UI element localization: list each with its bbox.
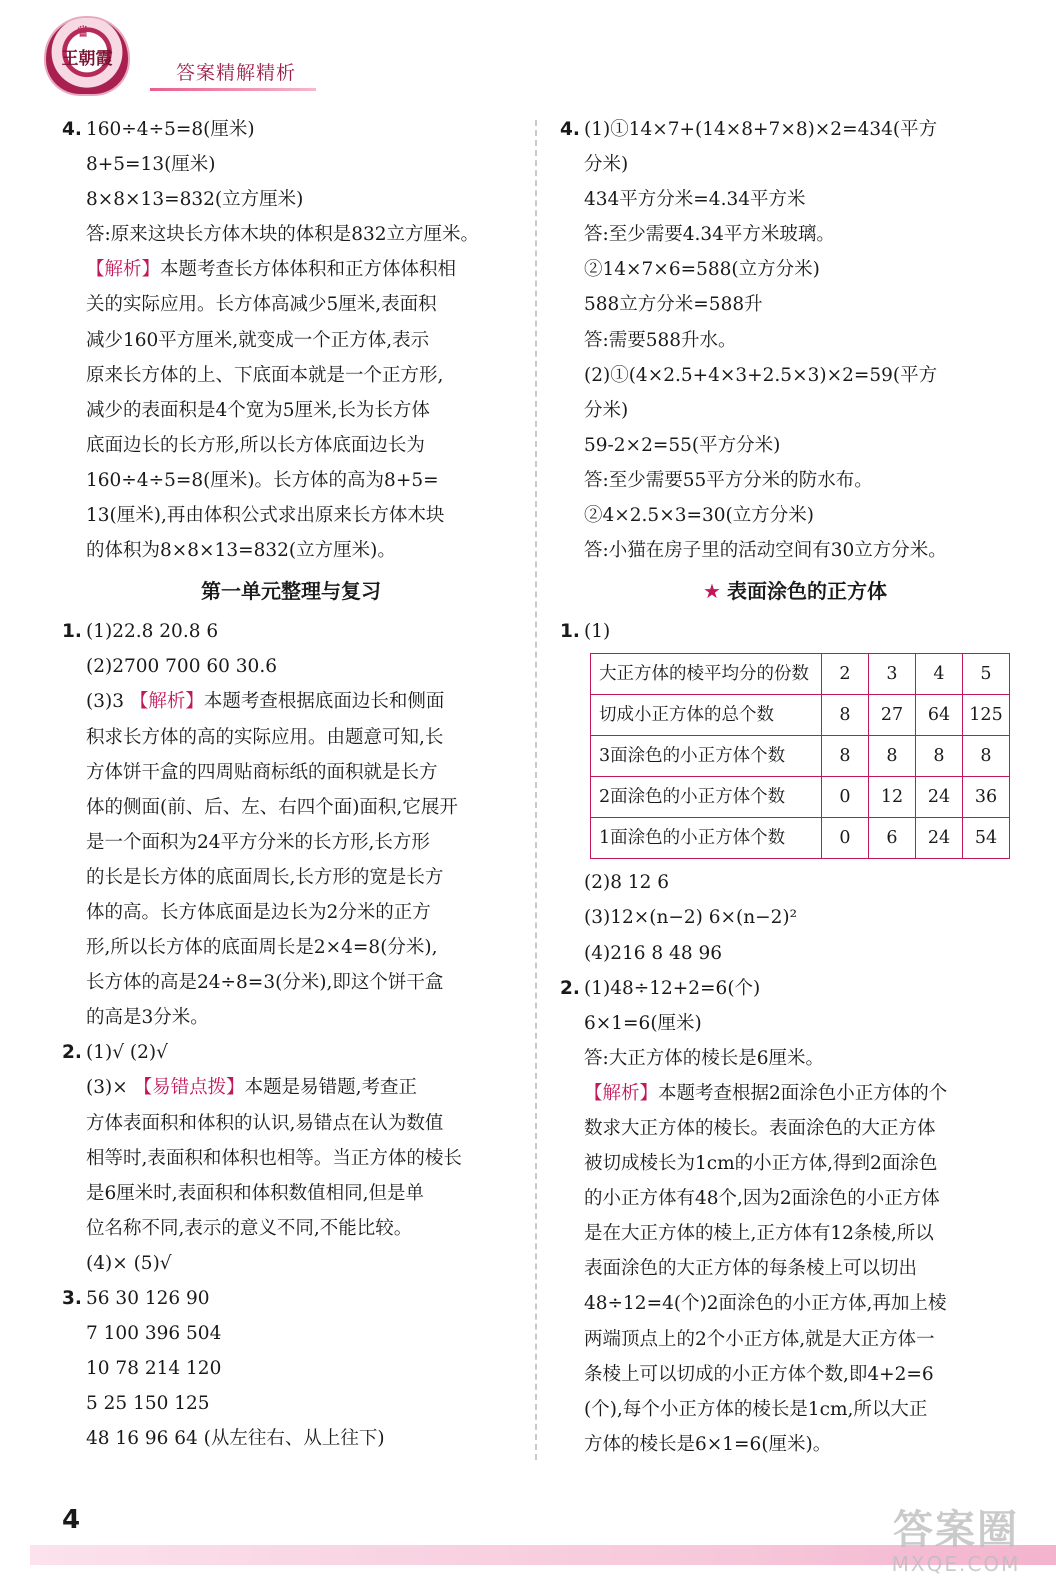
right-column <box>560 112 1030 1462</box>
answer-line: (3)3 <box>86 691 130 713</box>
answer-line: (4)× (5)√ <box>86 1252 172 1274</box>
table-row <box>591 777 1010 818</box>
answer-line: (3)× <box>86 1077 134 1099</box>
answer-line: 答:大正方体的棱长是6厘米。 <box>584 1047 825 1069</box>
analysis-line: 本题考查长方体体积和正方体体积相 <box>160 259 457 281</box>
analysis-line: 13(厘米),再由体积公式求出原来长方体木块 <box>86 505 445 527</box>
answer-line: 答:需要588升水。 <box>584 329 737 351</box>
analysis-line: 形,所以长方体的底面周长是2×4=8(分米), <box>86 937 438 959</box>
answer-line: (4)216 8 48 96 <box>584 942 723 964</box>
analysis-line: 的体积为8×8×13=832(立方厘米)。 <box>86 540 396 562</box>
analysis-line: 两端顶点上的2个小正方体,就是大正方体一 <box>584 1328 935 1350</box>
analysis-line: 数求大正方体的棱长。表面涂色的大正方体 <box>584 1117 936 1139</box>
table-row <box>591 736 1010 777</box>
table-cell: 27 <box>869 695 916 736</box>
table-cell: 8 <box>916 736 963 777</box>
answer-line: 分米) <box>584 399 629 421</box>
table-row <box>591 818 1010 859</box>
question-number: 1. <box>62 621 82 643</box>
answer-line: (1)√ (2)√ <box>86 1042 168 1064</box>
answer-line: 答:小猫在房子里的活动空间有30立方分米。 <box>584 540 947 562</box>
analysis-line: 关的实际应用。长方体高减少5厘米,表面积 <box>86 294 437 316</box>
answer-line: 8×8×13=832(立方厘米) <box>86 189 304 211</box>
analysis-line: 是一个面积为24平方分米的长方形,长方形 <box>86 831 430 853</box>
analysis-line: 本题考查根据2面涂色小正方体的个 <box>658 1082 948 1104</box>
question-number: 4. <box>560 119 580 140</box>
logo-text: 王朝霞 <box>61 49 113 69</box>
answer-line: 6×1=6(厘米) <box>584 1012 702 1034</box>
answer-line: 答:原来这块长方体木块的体积是832立方厘米。 <box>86 224 480 246</box>
analysis-line: 的小正方体有48个,因为2面涂色的小正方体 <box>584 1188 940 1210</box>
review-question-2 <box>62 1035 520 1281</box>
page-header <box>0 0 1056 110</box>
answer-line: 588立方分米=588升 <box>584 294 763 316</box>
answer-line: ②14×7×6=588(立方分米) <box>584 259 820 281</box>
table-cell: 12 <box>869 777 916 818</box>
left-column <box>62 112 520 1456</box>
analysis-tag: 【解析】 <box>584 1082 659 1104</box>
answer-line: (2)①(4×2.5+4×3+2.5×3)×2=59(平方 <box>584 364 938 386</box>
answer-line: (2)2700 700 60 30.6 <box>86 656 277 678</box>
brand-logo <box>46 18 128 94</box>
table-cell: 24 <box>916 818 963 859</box>
table-cell: 0 <box>822 777 869 818</box>
question-4-left <box>62 112 520 568</box>
watermark-bottom: MXQE.COM <box>891 1552 1021 1576</box>
tip-tag: 【易错点拨】 <box>133 1077 245 1099</box>
answer-line: (3)12×(n−2) 6×(n−2)² <box>584 907 798 929</box>
table-cell: 8 <box>822 695 869 736</box>
painted-cube-question-1 <box>560 614 1030 970</box>
row-header: 2面涂色的小正方体个数 <box>591 777 822 818</box>
analysis-line: 表面涂色的大正方体的每条棱上可以切出 <box>584 1258 918 1280</box>
analysis-line: 被切成棱长为1cm的小正方体,得到2面涂色 <box>584 1153 938 1175</box>
answer-line: 48 16 96 64 (从左往右、从上往下) <box>86 1428 385 1450</box>
page-number: 4 <box>62 1505 81 1535</box>
watermark-top: 答案圈 <box>893 1507 1019 1553</box>
table-row <box>591 695 1010 736</box>
column-divider <box>535 120 537 1460</box>
question-number: 2. <box>560 977 580 999</box>
section-title: 表面涂色的正方体 <box>726 579 887 604</box>
watermark <box>866 1508 1046 1580</box>
answer-line: 7 100 396 504 <box>86 1323 222 1345</box>
analysis-line: 本题考查根据底面边长和侧面 <box>203 691 445 713</box>
table-cell: 36 <box>963 777 1010 818</box>
analysis-tag: 【解析】 <box>129 691 204 713</box>
analysis-line: 的长是长方体的底面周长,长方形的宽是长方 <box>86 866 444 888</box>
section-title-star <box>560 568 1030 614</box>
answer-line: (1)22.8 20.8 6 <box>86 621 219 643</box>
tip-line: 本题是易错题,考查正 <box>244 1077 417 1099</box>
analysis-line: 方体的棱长是6×1=6(厘米)。 <box>584 1433 832 1455</box>
row-header: 1面涂色的小正方体个数 <box>591 818 822 859</box>
analysis-line: 160÷4÷5=8(厘米)。长方体的高为8+5= <box>86 469 439 491</box>
answer-line: 59-2×2=55(平方分米) <box>584 434 781 456</box>
analysis-line: 减少160平方厘米,就变成一个正方体,表示 <box>86 329 430 351</box>
question-number: 1. <box>560 621 580 643</box>
table-cell: 8 <box>963 736 1010 777</box>
answer-line: 答:至少需要55平方分米的防水布。 <box>584 469 873 491</box>
table-cell: 8 <box>869 736 916 777</box>
table-cell: 5 <box>963 654 1010 695</box>
question-number: 3. <box>62 1288 82 1309</box>
header-underline <box>150 88 316 91</box>
tip-line: 相等时,表面积和体积也相等。当正方体的棱长 <box>86 1147 462 1169</box>
table-row <box>591 654 1010 695</box>
answer-line: 160÷4÷5=8(厘米) <box>86 119 255 140</box>
table-cell: 24 <box>916 777 963 818</box>
question-4-right <box>560 112 1030 568</box>
analysis-line: 积求长方体的高的实际应用。由题意可知,长 <box>86 726 444 748</box>
analysis-line: (个),每个小正方体的棱长是1cm,所以大正 <box>584 1398 928 1420</box>
analysis-line: 长方体的高是24÷8=3(分米),即这个饼干盒 <box>86 972 444 994</box>
crown-icon: ♛ <box>76 22 91 41</box>
row-header: 切成小正方体的总个数 <box>591 695 822 736</box>
painted-cube-question-2 <box>560 971 1030 1462</box>
table-cell: 2 <box>822 654 869 695</box>
table-cell: 64 <box>916 695 963 736</box>
table-cell: 4 <box>916 654 963 695</box>
table-cell: 8 <box>822 736 869 777</box>
analysis-line: 方体饼干盒的四周贴商标纸的面积就是长方 <box>86 761 438 783</box>
answer-line: (1) <box>584 621 611 643</box>
table-cell: 54 <box>963 818 1010 859</box>
star-icon: ★ <box>703 579 721 604</box>
question-number: 4. <box>62 119 82 140</box>
answer-line: 10 78 214 120 <box>86 1358 222 1380</box>
table-cell: 125 <box>963 695 1010 736</box>
table-cell: 6 <box>869 818 916 859</box>
answer-line: (1)48÷12+2=6(个) <box>584 977 761 999</box>
answer-line: 8+5=13(厘米) <box>86 154 216 176</box>
review-question-3 <box>62 1281 520 1456</box>
analysis-line: 底面边长的长方形,所以长方体底面边长为 <box>86 434 425 456</box>
row-header: 大正方体的棱平均分的份数 <box>591 654 822 695</box>
analysis-line: 减少的表面积是4个宽为5厘米,长为长方体 <box>86 399 430 421</box>
analysis-line: 原来长方体的上、下底面本就是一个正方形, <box>86 364 444 386</box>
analysis-line: 的高是3分米。 <box>86 1007 209 1029</box>
tip-line: 是6厘米时,表面积和体积数值相同,但是单 <box>86 1182 425 1204</box>
answer-line: 答:至少需要4.34平方米玻璃。 <box>584 224 835 246</box>
answer-line: 分米) <box>584 154 629 176</box>
answer-line: (1)①14×7+(14×8+7×8)×2=434(平方 <box>584 119 938 140</box>
answer-line: 56 30 126 90 <box>86 1288 210 1309</box>
answer-line: ②4×2.5×3=30(立方分米) <box>584 505 814 527</box>
header-title: 答案精解精析 <box>176 62 297 84</box>
table-cell: 3 <box>869 654 916 695</box>
question-number: 2. <box>62 1042 82 1064</box>
analysis-line: 体的侧面(前、后、左、右四个面)面积,它展开 <box>86 796 458 818</box>
answer-line: 434平方分米=4.34平方米 <box>584 189 806 211</box>
answer-line: (2)8 12 6 <box>584 872 670 894</box>
analysis-tag: 【解析】 <box>86 259 161 281</box>
review-question-1 <box>62 614 520 1035</box>
tip-line: 位名称不同,表示的意义不同,不能比较。 <box>86 1217 413 1239</box>
analysis-line: 是在大正方体的棱上,正方体有12条棱,所以 <box>584 1223 934 1245</box>
answer-line: 5 25 150 125 <box>86 1393 210 1415</box>
row-header: 3面涂色的小正方体个数 <box>591 736 822 777</box>
analysis-line: 体的高。长方体底面是边长为2分米的正方 <box>86 901 431 923</box>
cube-count-table <box>590 653 1010 859</box>
tip-line: 方体表面积和体积的认识,易错点在认为数值 <box>86 1112 444 1134</box>
table-cell: 0 <box>822 818 869 859</box>
section-title: 第一单元整理与复习 <box>201 579 381 604</box>
analysis-line: 48÷12=4(个)2面涂色的小正方体,再加上棱 <box>584 1293 947 1315</box>
analysis-line: 条棱上可以切成的小正方体个数,即4+2=6 <box>584 1363 934 1385</box>
